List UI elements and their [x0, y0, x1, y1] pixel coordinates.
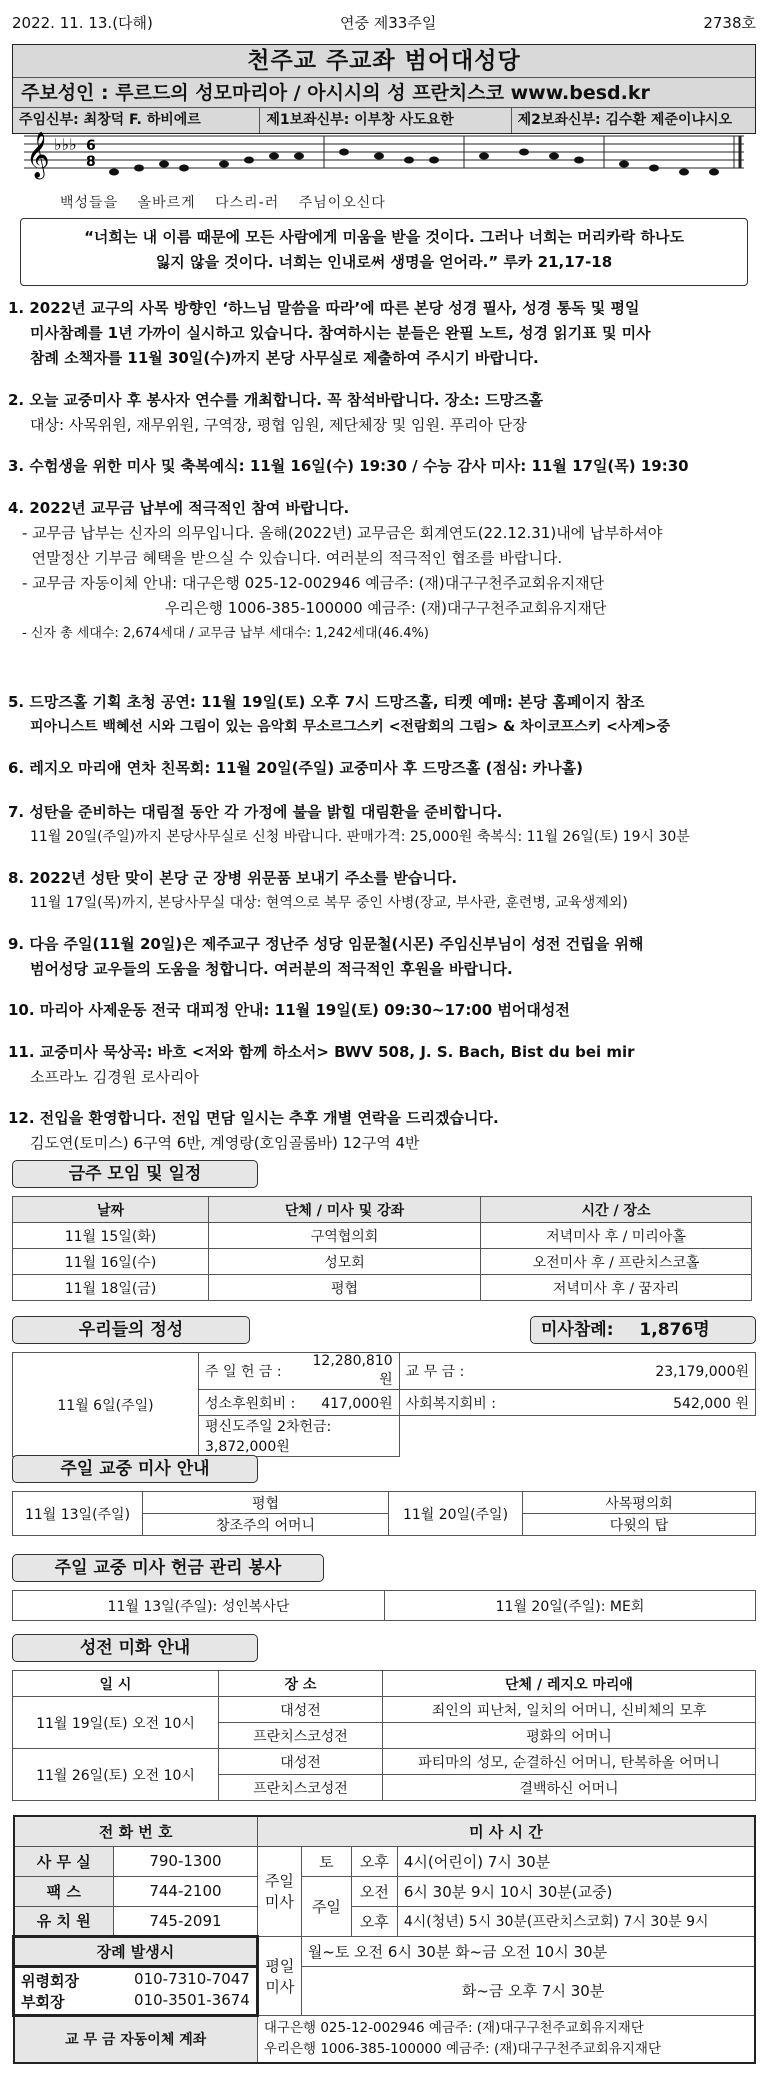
column-header: 날짜: [13, 1197, 209, 1223]
cell: 11월 13일(주일): 성인복사단: [13, 1591, 385, 1621]
parish-header: [12, 44, 756, 134]
office-phone: 790-1300: [114, 1846, 258, 1876]
cell: 23,179,000원: [503, 1353, 755, 1390]
notice-line: 참례 소책자를 11월 30일(수)까지 본당 사무실로 제출하여 주시기 바랍니다.: [30, 349, 539, 367]
notice-heading: 10. 마리아 사제운동 전국 대피정 안내: 11월 19일(토) 09:30~17:00 범어대성전: [8, 1001, 570, 1019]
info-footer-table: [12, 1815, 756, 2064]
notice-4: [8, 496, 760, 646]
notice-heading: 1. 2022년 교구의 사목 방향인 ‘하느님 말씀을 따라’에 따른 본당 성경 필사, 성경 통독 및 평일: [8, 299, 640, 317]
offering-table: [12, 1352, 756, 1457]
scripture-quote: [20, 218, 748, 286]
offering-title: 우리들의 정성: [12, 1316, 250, 1344]
cell: 11월 19일(토) 오전 10시: [13, 1697, 219, 1749]
notice-line: 범어성당 교우들의 도움을 청합니다. 여러분의 적극적인 후원을 바랍니다.: [30, 960, 513, 978]
cell: 평협: [143, 1492, 389, 1514]
cell: 11월 13일(주일): [13, 1492, 143, 1536]
cell: 11월 18일(금): [13, 1275, 209, 1301]
table-row: [14, 1966, 756, 2015]
column-header: 단체 / 레지오 마리애: [383, 1671, 756, 1697]
cell: 4시(어린이) 7시 30분: [397, 1846, 755, 1876]
table-row: [13, 1591, 756, 1621]
notice-3: [8, 454, 760, 479]
cell: 주 일 헌 금 :: [199, 1353, 307, 1390]
cell: 12,280,810원: [307, 1353, 400, 1390]
bank-account: 우리은행 1006-385-100000 예금주: (재)대구구천주교회유지재단: [263, 2040, 661, 2057]
cell: 화~금 오후 7시 30분: [301, 1966, 755, 2015]
offering-date: 11월 6일(주일): [13, 1353, 199, 1457]
notice-heading: 5. 드망즈홀 기획 초청 공연: 11월 19일(토) 오후 7시 드망즈홀, 티켓 예매: 본당 홈페이지 참조: [8, 693, 645, 711]
notice-line: 연말정산 기부금 혜택을 받으실 수 있습니다. 여러분의 적극적인 협조를 바랍니다.: [22, 549, 563, 567]
mass-guide-title: 주일 교중 미사 안내: [12, 1455, 258, 1483]
cell: 저녁미사 후 / 미리아홀: [481, 1223, 752, 1249]
notice-line: 11월 17일(목)까지, 본당사무실 대상: 현역으로 복무 중인 사병(장교, 부사관, 훈련병, 교육생제외): [30, 895, 628, 911]
bank-accounts: [257, 2015, 755, 2063]
cash-service-table: [12, 1590, 756, 1621]
column-header: 단체 / 미사 및 강좌: [209, 1197, 481, 1223]
table-row: [14, 1816, 756, 1846]
notice-line: - 교무금 납부는 신자의 의무입니다. 올해(2022년) 교무금은 회계연도(22.12.31)내에 납부하셔야: [22, 524, 663, 542]
notice-1: [8, 296, 760, 371]
table-row: [13, 1223, 752, 1249]
schedule-table: [12, 1196, 752, 1301]
table-row: [13, 1249, 752, 1275]
table-row: [13, 1697, 756, 1723]
notice-heading: 3. 수험생을 위한 미사 및 축복예식: 11월 16일(수) 19:30 / 수능 감사 미사: 11월 17일(목) 19:30: [8, 457, 689, 475]
notice-9: [8, 932, 760, 982]
mass-time-title: 미 사 시 간: [257, 1816, 755, 1846]
mass-attendance-label: 미사참례:: [541, 1320, 614, 1340]
notice-line: 피아니스트 백혜선 시와 그림이 있는 음악회 무소르그스키 <전람회의 그림> & 차이코프스키 <사계>중: [30, 719, 671, 735]
cell: 평협: [209, 1275, 481, 1301]
assistant-priest-2: 제2보좌신부: 김수환 제준이냐시오: [517, 112, 733, 128]
pastor: 주임신부: 최창덕 F. 하비에르: [13, 108, 260, 133]
notice-10: [8, 998, 760, 1023]
cell: 성소후원회비 :: [199, 1390, 307, 1416]
notice-line: 11월 20일(주일)까지 본당사무실로 신청 바랍니다. 판매가격: 25,000원 축복식: 11월 26일(토) 19시 30분: [30, 829, 690, 845]
column-header: 장 소: [219, 1671, 383, 1697]
svg-text:6: 6: [86, 138, 96, 154]
music-staff: [24, 126, 744, 188]
cell: 팩 스: [14, 1876, 114, 1906]
fax-number: 744-2100: [114, 1876, 258, 1906]
mass-guide-table: [12, 1491, 756, 1536]
notice-heading: 6. 레지오 마리애 연차 친목회: 11월 20일(주일) 교중미사 후 드망즈홀 (점심: 카나홀): [8, 759, 583, 777]
column-header: 시간 / 장소: [481, 1197, 752, 1223]
mass-attendance: [530, 1316, 756, 1344]
table-row: [13, 1749, 756, 1775]
cell: 대성전: [219, 1697, 383, 1723]
notice-heading: 8. 2022년 성탄 맞이 본당 군 장병 위문품 보내기 주소를 받습니다.: [8, 869, 458, 887]
notice-heading: 2. 오늘 교중미사 후 봉사자 연수를 개최합니다. 꼭 참석바랍니다. 장소: 드망즈홀: [8, 391, 543, 409]
cell: 유 치 원: [14, 1906, 114, 1936]
cell: 11월 15일(화): [13, 1223, 209, 1249]
notice-2: [8, 388, 760, 438]
notice-5: [8, 690, 760, 740]
svg-text:♭♭♭: ♭♭♭: [54, 135, 77, 154]
notice-line: - 신자 총 세대수: 2,674세대 / 교무금 납부 세대수: 1,242세대(46.4%): [22, 626, 429, 641]
auto-transfer-label: 교 무 금 자동이체 계좌: [14, 2015, 258, 2063]
cell: 프란치스코성전: [219, 1723, 383, 1749]
notice-heading: 9. 다음 주일(11월 20일)은 제주교구 정난주 성당 임문철(시몬) 주임신부님이 성전 건립을 위해: [8, 935, 644, 953]
mass-attendance-count: 1,876명: [639, 1320, 710, 1340]
cell: 저녁미사 후 / 꿈자리: [481, 1275, 752, 1301]
notice-12: [8, 1106, 760, 1156]
cell: 프란치스코성전: [219, 1775, 383, 1801]
notice-11: [8, 1040, 760, 1090]
table-row: [13, 1492, 756, 1514]
notice-line: 김도연(토미스) 6구역 6반, 계영랑(호임골롬바) 12구역 4반: [30, 1134, 420, 1152]
bank-account: 대구은행 025-12-002946 예금주: (재)대구구천주교회유지재단: [263, 2019, 644, 2036]
notice-line: 우리은행 1006-385-100000 예금주: (재)대구구천주교회유지재단: [22, 599, 607, 617]
cell: 오전: [351, 1876, 397, 1906]
cell: 오전미사 후 / 프란치스코홀: [481, 1249, 752, 1275]
cell: 주일: [301, 1876, 351, 1936]
notice-line: 소프라노 김경원 로사리아: [30, 1068, 199, 1086]
svg-text:8: 8: [86, 154, 96, 170]
table-row: [13, 1353, 756, 1390]
cell: 오후: [351, 1846, 397, 1876]
quote-line-1: “너희는 내 이름 때문에 모든 사람에게 미움을 받을 것이다. 그러나 너희는 머리카락 하나도: [84, 228, 684, 246]
assistant-priest-1: 제1보좌신부: 이부창 사도요한: [260, 108, 511, 133]
bulletin-date: 2022. 11. 13.(다해): [12, 14, 153, 32]
table-row: [14, 1876, 756, 1906]
table-header: [13, 1671, 756, 1697]
cell: 11월 26일(토) 오전 10시: [13, 1749, 219, 1801]
cell: 성모회: [209, 1249, 481, 1275]
cell: 417,000원: [307, 1390, 400, 1416]
cell: 창조주의 어머니: [143, 1514, 389, 1536]
beautification-table: [12, 1670, 756, 1801]
cell: 결백하신 어머니: [383, 1775, 756, 1801]
empty-cell: [399, 1416, 755, 1457]
contact-phone: 010-3501-3674: [134, 1990, 250, 2009]
table-row: [14, 1906, 756, 1936]
weekday-mass-label: 평일 미사: [257, 1936, 301, 2015]
cell: 11월 20일(주일): [389, 1492, 523, 1536]
cell: 11월 20일(주일): ME회: [385, 1591, 756, 1621]
notice-6: [8, 756, 760, 781]
cell: 파티마의 성모, 순결하신 어머니, 탄복하올 어머니: [383, 1749, 756, 1775]
table-row: [14, 2015, 756, 2063]
lyrics: 백성들을 올바르게 다스리-러 주님이오신다: [60, 195, 386, 211]
funeral-contacts: [14, 1966, 258, 2015]
cell: 평화의 어머니: [383, 1723, 756, 1749]
quote-line-2: 잃지 않을 것이다. 너희는 인내로써 생명을 얻어라.” 루카 21,17-18: [155, 253, 613, 271]
schedule-title: 금주 모임 및 일정: [12, 1160, 258, 1188]
beautification-title: 성전 미화 안내: [12, 1634, 258, 1662]
phone-title: 전 화 번 호: [14, 1816, 258, 1846]
table-row: [14, 1936, 756, 1966]
cell: 6시 30분 9시 10시 30분(교중): [397, 1876, 755, 1906]
notice-heading: 11. 교중미사 묵상곡: 바흐 <저와 함께 하소서> BWV 508, J. S. Bach, Bist du bei mir: [8, 1043, 635, 1061]
table-row: [13, 1275, 752, 1301]
treble-clef-icon: 𝄞: [26, 132, 50, 178]
cell: 오후: [351, 1906, 397, 1936]
kindergarten-phone: 745-2091: [114, 1906, 258, 1936]
cell: 사회복지회비 :: [399, 1390, 503, 1416]
cell: 대성전: [219, 1749, 383, 1775]
cell: 사 무 실: [14, 1846, 114, 1876]
issue-number: 2738호: [703, 14, 756, 32]
cell: 542,000 원: [503, 1390, 755, 1416]
column-header: 일 시: [13, 1671, 219, 1697]
notice-line: - 교무금 자동이체 안내: 대구은행 025-12-002946 예금주: (재)대구구천주교회유지재단: [22, 574, 605, 592]
contact-role: 위령회장: [21, 1971, 79, 1990]
cell: 죄인의 피난처, 일치의 어머니, 신비체의 모후: [383, 1697, 756, 1723]
notice-7: [8, 800, 760, 850]
sunday-mass-label: 주일 미사: [257, 1846, 301, 1936]
contact-phone: 010-7310-7047: [134, 1969, 250, 1988]
top-line: [12, 12, 756, 34]
notice-heading: 7. 성탄을 준비하는 대림절 동안 각 가정에 불을 밝힐 대림환을 준비합니다.: [8, 803, 503, 821]
notice-line: 미사참례를 1년 가까이 실시하고 있습니다. 참여하시는 분들은 완필 노트, 성경 읽기표 및 미사: [30, 324, 651, 342]
patron-saints: 주보성인 : 루르드의 성모마리아 / 아시시의 성 프란치스코 www.besd.kr: [13, 77, 755, 107]
cell: 11월 16일(수): [13, 1249, 209, 1275]
notice-8: [8, 866, 760, 916]
notice-heading: 12. 전입을 환영합니다. 전입 면담 일시는 추후 개별 연락을 드리겠습니다.: [8, 1109, 499, 1127]
cell: 구역협의회: [209, 1223, 481, 1249]
notice-line: 대상: 사목위원, 재무위원, 구역장, 평협 임원, 제단체장 및 임원. 푸리아 단장: [30, 416, 527, 434]
notice-heading: 4. 2022년 교무금 납부에 적극적인 참여 바랍니다.: [8, 499, 350, 517]
contact-row: [21, 1991, 250, 2012]
cell: 사목평의회: [523, 1492, 756, 1514]
funeral-emergency-title: 장례 발생시: [14, 1936, 258, 1966]
cell: 다윗의 탑: [523, 1514, 756, 1536]
table-row: [14, 1846, 756, 1876]
contact-row: [21, 1970, 250, 1991]
cash-service-title: 주일 교중 미사 헌금 관리 봉사: [12, 1554, 324, 1582]
cell: 교 무 금 :: [399, 1353, 503, 1390]
contact-role: 부회장: [21, 1992, 65, 2011]
cell: 평신도주일 2차헌금: 3,872,000원: [199, 1416, 400, 1457]
table-header: [13, 1197, 752, 1223]
cell: 토: [301, 1846, 351, 1876]
cell: 4시(청년) 5시 30분(프란치스코회) 7시 30분 9시: [397, 1906, 755, 1936]
cell: 월~토 오전 6시 30분 화~금 오전 10시 30분: [301, 1936, 755, 1966]
parish-title: 천주교 주교좌 범어대성당: [247, 48, 521, 74]
liturgical-week: 연중 제33주일: [340, 14, 437, 32]
